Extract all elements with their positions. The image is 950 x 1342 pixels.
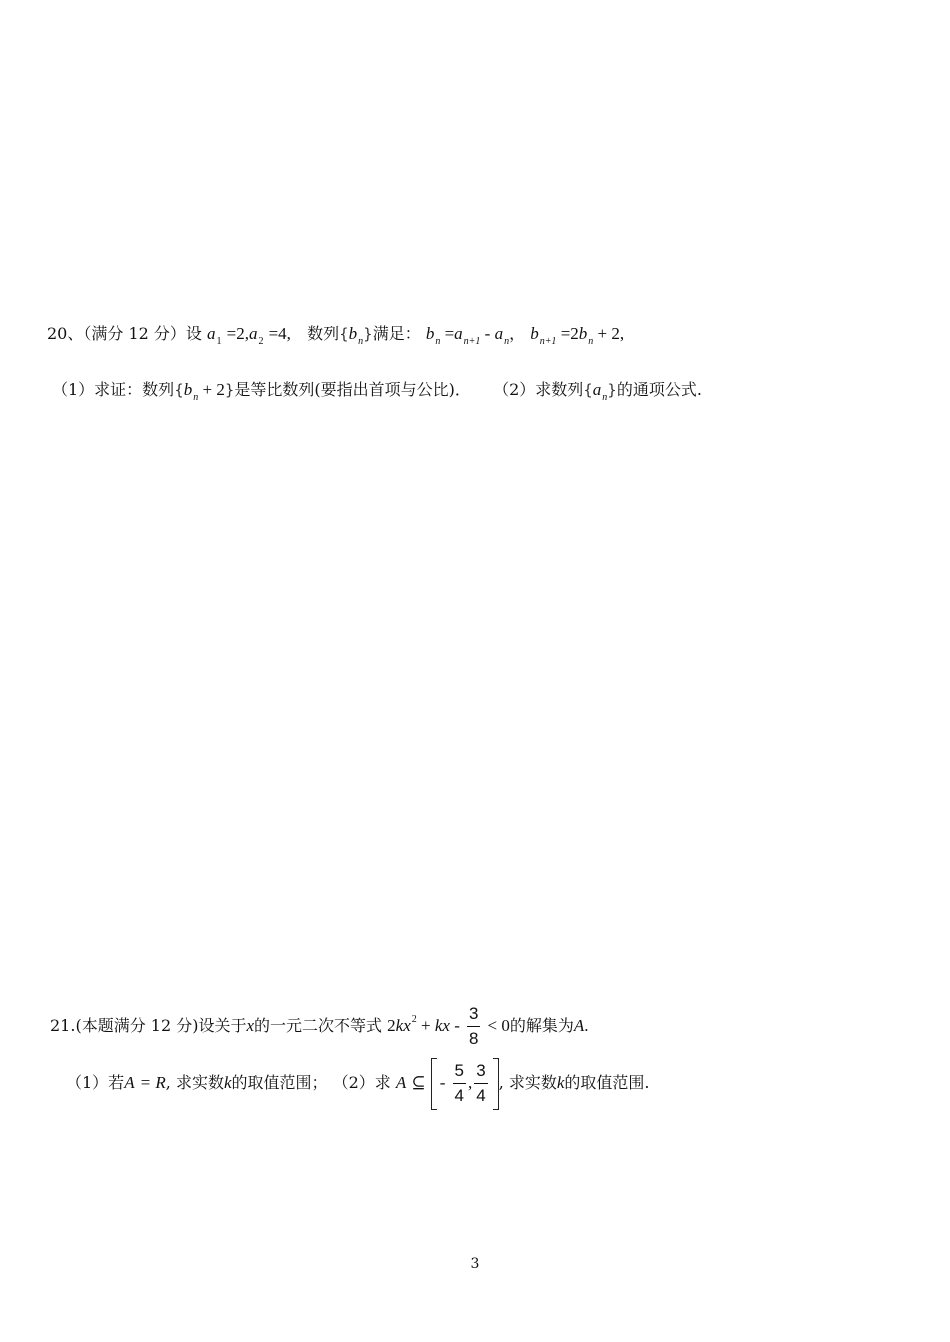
- problem21-statement: [50, 996, 589, 1050]
- less-than-zero: < 0: [487, 1016, 510, 1035]
- comma: ，: [509, 324, 526, 343]
- equals-R: = R: [139, 1073, 166, 1092]
- problem20-score: （满分 12 分）: [83, 324, 186, 343]
- equals-sign: =: [268, 324, 279, 343]
- period: .: [584, 1016, 589, 1035]
- an-term: $a_n$: [592, 380, 608, 403]
- fraction-3-4: $\frac{3}{4}$: [476, 1061, 486, 1105]
- problem20-intro: 设: [185, 324, 202, 343]
- equals-sign: =: [226, 324, 237, 343]
- problem20-number: 20、: [47, 324, 84, 343]
- brace-close: }: [363, 325, 373, 343]
- brace-close: }: [607, 381, 617, 399]
- k-variable: k: [556, 1073, 565, 1092]
- problem21-parts: [66, 1055, 650, 1111]
- problem21-number: 21.: [50, 1016, 76, 1035]
- brace-close: }: [224, 381, 235, 399]
- bn-recurrence: $b_{n+1} =2b_n + 2$,: [530, 324, 625, 347]
- inequality: $2kx^2$ + kx -: [387, 1014, 460, 1035]
- part2-rest: , 求实数: [498, 1073, 557, 1092]
- part2-range: 的取值范围.: [564, 1073, 650, 1092]
- problem21-intro: 设关于: [198, 1016, 247, 1035]
- problem21-intro2: 的一元二次不等式: [254, 1016, 383, 1035]
- brace-open: {: [174, 381, 184, 399]
- satisfy-label: 满足：: [372, 324, 421, 343]
- bn-plus-2: $b_n + 2$: [183, 380, 225, 403]
- part2-label: （2）求数列: [493, 380, 584, 399]
- part1-label: （1）若: [66, 1073, 125, 1092]
- a2-value: 4,: [278, 324, 291, 343]
- subset-symbol: ⊆: [411, 1073, 426, 1092]
- bn-term: $b_n$: [348, 324, 364, 347]
- fraction-3-8: $\frac{3}{8}$: [468, 1004, 479, 1048]
- k-variable: k: [223, 1073, 232, 1092]
- x-variable: x: [246, 1016, 255, 1035]
- set-A: A: [573, 1016, 585, 1035]
- problem21-score: (本题满分 12 分): [75, 1016, 199, 1035]
- brace-open: {: [583, 381, 593, 399]
- part1-range: 的取值范围；: [231, 1073, 328, 1092]
- part2-label: （2）求: [332, 1073, 391, 1092]
- set-A: A: [395, 1073, 407, 1092]
- bn-definition: $b_n =a_{n+1} - a_n$: [425, 324, 510, 347]
- comma: ,: [467, 1073, 473, 1092]
- problem20-statement: [47, 322, 624, 354]
- solution-set-label: 的解集为: [509, 1016, 574, 1035]
- part1-label: （1）求证：数列: [52, 380, 175, 399]
- a1-term: $a_1$: [207, 324, 222, 347]
- part1-rest: , 求实数: [165, 1073, 224, 1092]
- part2-rest: 的通项公式.: [616, 380, 702, 399]
- a2-term: $a_2$: [248, 324, 264, 347]
- set-A: A: [124, 1073, 135, 1092]
- a1-value: 2,: [236, 324, 249, 343]
- problem20-parts: [52, 378, 702, 410]
- page-number: 3: [470, 1256, 480, 1272]
- negative-sign: -: [439, 1073, 446, 1092]
- fraction-5-4: $\frac{5}{4}$: [454, 1061, 464, 1105]
- brace-open: {: [339, 325, 349, 343]
- left-bracket: [431, 1058, 437, 1110]
- sequence-label: 数列: [307, 324, 340, 343]
- part1-rest: 是等比数列(要指出首项与公比)．: [234, 380, 471, 399]
